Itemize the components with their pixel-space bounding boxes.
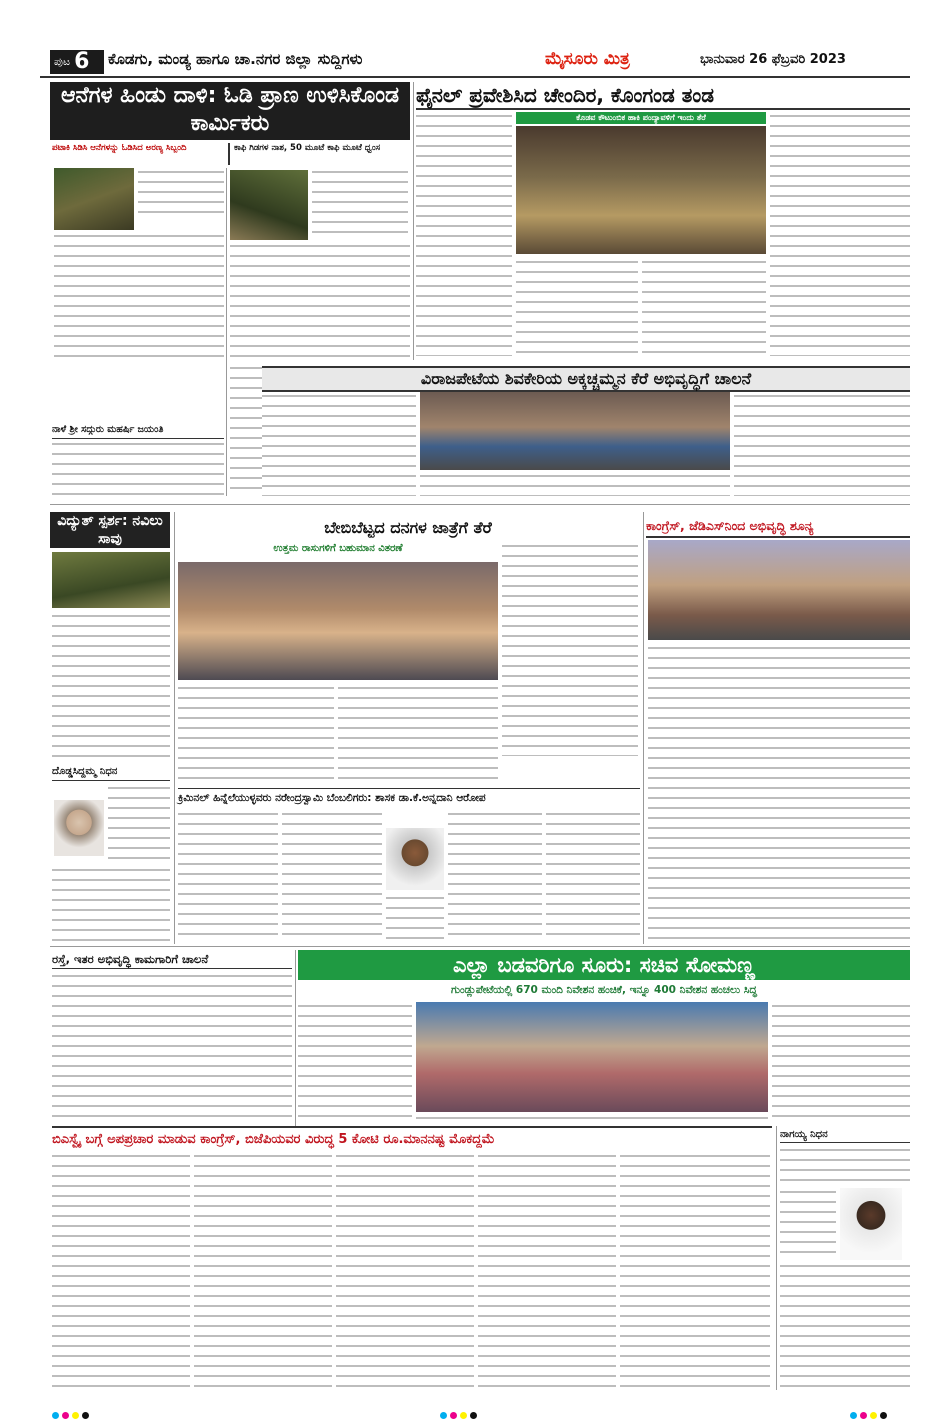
cattle-body-a [502, 542, 638, 756]
criminal-body-d [448, 810, 542, 942]
criminal-body-a [178, 810, 278, 942]
housing-photo [416, 1002, 768, 1112]
criminal-body-c [386, 894, 444, 942]
column-divider [226, 168, 227, 496]
final-body-b [516, 258, 638, 356]
lake-headline: ವಿರಾಜಪೇಟೆಯ ಶಿವಕೇರಿಯ ಅಕ್ಕಚ್ಚಮ್ಮನ ಕೆರೆ ಅಭಿವೃದ್ಧಿಗೆ ಚಾಲನೆ [262, 366, 910, 392]
housing-headline: ಎಲ್ಲಾ ಬಡವರಿಗೂ ಸೂರು: ಸಚಿವ ಸೋಮಣ್ಣ [298, 950, 910, 980]
elephant-body-c [312, 168, 408, 238]
obit2-body-b [780, 1188, 836, 1260]
section-title: ಕೊಡಗು, ಮಂಡ್ಯ ಹಾಗೂ ಚಾ.ನಗರ ಜಿಲ್ಲಾ ಸುದ್ದಿಗಳು [108, 50, 363, 68]
final-headline: ಫೈನಲ್ ಪ್ರವೇಶಿಸಿದ ಚೇಂದಿರ, ಕೊಂಗಂಡ ತಂಡ [416, 82, 910, 110]
final-subhead: ಕೊಡವ ಕೌಟುಂಬಿಕ ಹಾಕಿ ಪಂದ್ಯಾವಳಿಗೆ ಇಂದು ತೆರೆ [516, 112, 766, 124]
obit1-body-b [52, 866, 170, 942]
cattle-body-b [178, 684, 334, 784]
housing-body-b [416, 1114, 768, 1124]
registration-dots-center [440, 1404, 480, 1423]
masthead-logo: ಮೈಸೂರು ಮಿತ್ರ [545, 49, 630, 69]
column-divider [643, 512, 644, 944]
mla-portrait [386, 828, 444, 890]
lake-body-b [420, 472, 730, 496]
criminal-body-e [546, 810, 640, 942]
final-body-a [416, 112, 512, 356]
row-divider [50, 946, 910, 947]
elephant-photo-left [54, 168, 134, 230]
peacock-headline: ವಿದ್ಯುತ್ ಸ್ಪರ್ಶ: ನವಿಲು ಸಾವು [50, 512, 170, 548]
trophy-photo [516, 126, 766, 254]
obit1-headline: ದೊಡ್ಡಸಿದ್ದಮ್ಮ ನಿಧನ [52, 766, 170, 781]
obit1-portrait [54, 800, 104, 856]
issue-date: ಭಾನುವಾರ 26 ಫೆಬ್ರವರಿ 2023 [700, 52, 846, 67]
peacock-body [52, 612, 170, 762]
page-number-box [50, 50, 104, 74]
cattle-body-c [338, 684, 498, 784]
housing-subhead: ಗುಂಡ್ಲುಪೇಟೆಯಲ್ಲಿ 670 ಮಂದಿ ನಿವೇಶನ ಹಂಚಿಕೆ, ಇನ್ನೂ 400 ನಿವೇಶನ ಹಂಚಲು ಸಿದ್ಧ [450, 984, 757, 996]
congress-headline: ಕಾಂಗ್ರೆಸ್, ಜೆಡಿಎಸ್‌ನಿಂದ ಅಭಿವೃದ್ಧಿ ಶೂನ್ಯ [646, 516, 910, 538]
elephant-caption-left: ಪಟಾಕಿ ಸಿಡಿಸಿ ಆನೆಗಳನ್ನು ಓಡಿಸಿದ ಅರಣ್ಯ ಸಿಬ್ಬಂದಿ [52, 143, 187, 153]
tribute-headline: ನಾಳೆ ಶ್ರೀ ಸದ್ಗುರು ಮಹರ್ಷಿ ಜಯಂತಿ [52, 424, 224, 439]
defamation-body-c [336, 1152, 474, 1390]
cattle-subhead: ಉತ್ತಮ ರಾಸುಗಳಿಗೆ ಬಹುಮಾನ ವಿತರಣೆ [273, 543, 403, 554]
criminal-headline: ಕ್ರಿಮಿನಲ್ ಹಿನ್ನೆಲೆಯುಳ್ಳವರು ನರೇಂದ್ರಸ್ವಾಮಿ ಬೆಂಬಲಿಗರು: ಶಾಸಕ ಡಾ.ಕೆ.ಅನ್ನದಾನಿ ಆರೋಪ [178, 788, 640, 807]
final-body-d [770, 112, 910, 356]
defamation-body-b [194, 1152, 332, 1390]
defamation-headline: ಬಿಎಸ್ವೈ ಬಗ್ಗೆ ಅಪಪ್ರಚಾರ ಮಾಡುವ ಕಾಂಗ್ರೆಸ್, ಬಿಜೆಪಿಯವರ ವಿರುದ್ಧ 5 ಕೋಟಿ ರೂ.ಮಾನನಷ್ಟ ಮೊಕದ್ದಮೆ [52, 1126, 772, 1152]
congress-body [648, 644, 910, 940]
obit2-portrait [840, 1188, 902, 1260]
tribute-body [52, 440, 224, 496]
lake-body-c [734, 392, 910, 496]
housing-body-c [772, 1002, 910, 1124]
column-divider [776, 1126, 777, 1390]
cattle-headline: ಬೇಬಿಬೆಟ್ಟದ ದನಗಳ ಜಾತ್ರೆಗೆ ತೆರೆ [324, 518, 492, 537]
defamation-body-d [478, 1152, 616, 1390]
elephant-body-d [230, 242, 410, 362]
obit2-headline: ನಾಗಯ್ಯ ನಿಧನ [780, 1128, 910, 1143]
cattle-photo [178, 562, 498, 680]
obit2-body-c [780, 1262, 910, 1390]
roads-headline: ರಸ್ತೆ, ಇತರ ಅಭಿವೃದ್ಧಿ ಕಾಮಗಾರಿಗೆ ಚಾಲನೆ [52, 950, 292, 969]
page-label: ಪುಟ [54, 55, 71, 68]
obit2-body-a [780, 1146, 910, 1186]
column-divider [413, 82, 414, 360]
elephant-body-b [54, 232, 224, 362]
roads-body [52, 972, 292, 1124]
obit1-body-a [108, 784, 170, 864]
elephant-headline: ಆನೆಗಳ ಹಿಂಡು ದಾಳಿ: ಓಡಿ ಪ್ರಾಣ ಉಳಿಸಿಕೊಂಡ ಕಾರ್ಮಿಕರು [50, 82, 410, 140]
lake-body-a [262, 392, 416, 496]
registration-dots-left [52, 1404, 92, 1423]
lake-photo [420, 392, 730, 470]
congress-photo [648, 540, 910, 640]
peacock-photo [52, 552, 170, 608]
column-divider [295, 950, 296, 1126]
page-number: 6 [74, 49, 90, 74]
defamation-body-e [620, 1152, 770, 1390]
registration-dots-right [850, 1404, 890, 1423]
elephant-caption-right: ಕಾಫಿ ಗಿಡಗಳ ನಾಶ, 50 ಮೂಟೆ ಕಾಫಿ ಮೂಟೆ ಧ್ವಂಸ [228, 143, 414, 165]
column-divider [174, 512, 175, 944]
housing-body-a [298, 1002, 412, 1124]
elephant-photo-right [230, 170, 308, 240]
row-divider [50, 504, 910, 505]
criminal-body-b [282, 810, 382, 942]
final-body-c [642, 258, 766, 356]
elephant-body-a [138, 168, 224, 220]
defamation-body-a [52, 1152, 190, 1390]
